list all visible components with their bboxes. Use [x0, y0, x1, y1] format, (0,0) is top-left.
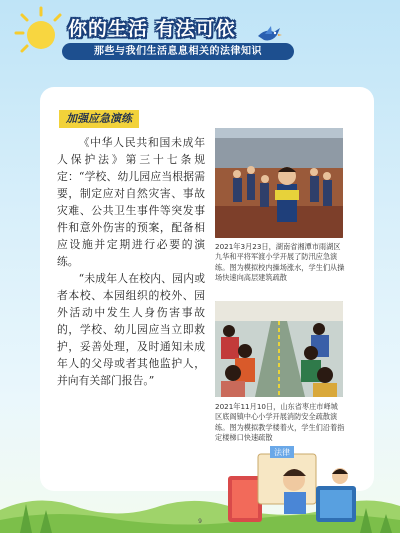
- photo-caption: 2021年3月23日，湖南省湘潭市雨湖区九华和平将军渡小学开展了防汛应急演练。图为模拟校内操场涨水，学生们从操场快速向高层建筑疏散: [215, 242, 345, 283]
- fire-drill-photo: [215, 301, 343, 397]
- page-number: 9: [198, 518, 202, 525]
- book-label: 法律: [274, 448, 290, 457]
- school-drill-photo: [215, 128, 343, 238]
- paragraph: “未成年人在校内、园内或者本校、本园组织的校外、园外活动中发生人身伤害事故的，学校、幼儿园应当立即救护，妥善处理，及时通知未成年人的父母或者其他监护人，并向有关部门报告。”: [57, 272, 205, 387]
- paragraph: 《中华人民共和国未成年人保护法》第三十七条规定：“学校、幼儿园应当根据需要，制定应对自然灾害、事故灾难、公共卫生事件等突发事件和意外伤害的预案，配备相应设施并定期进行必要的演练。: [57, 136, 205, 268]
- photo-caption: 2021年11月10日，山东省枣庄市峄城区底阁镇中心小学开展消防安全疏散演练。图为模拟教学楼着火，学生们沿着指定楼梯口快速疏散: [215, 402, 345, 443]
- section-heading: 加强应急演练: [59, 110, 139, 128]
- books-illustration: [228, 436, 358, 526]
- page-title: 你的生活 有法可依: [68, 18, 236, 40]
- bird-icon: [256, 24, 282, 46]
- page-subtitle: 那些与我们生活息息相关的法律知识: [62, 43, 294, 60]
- article-body: [57, 134, 205, 389]
